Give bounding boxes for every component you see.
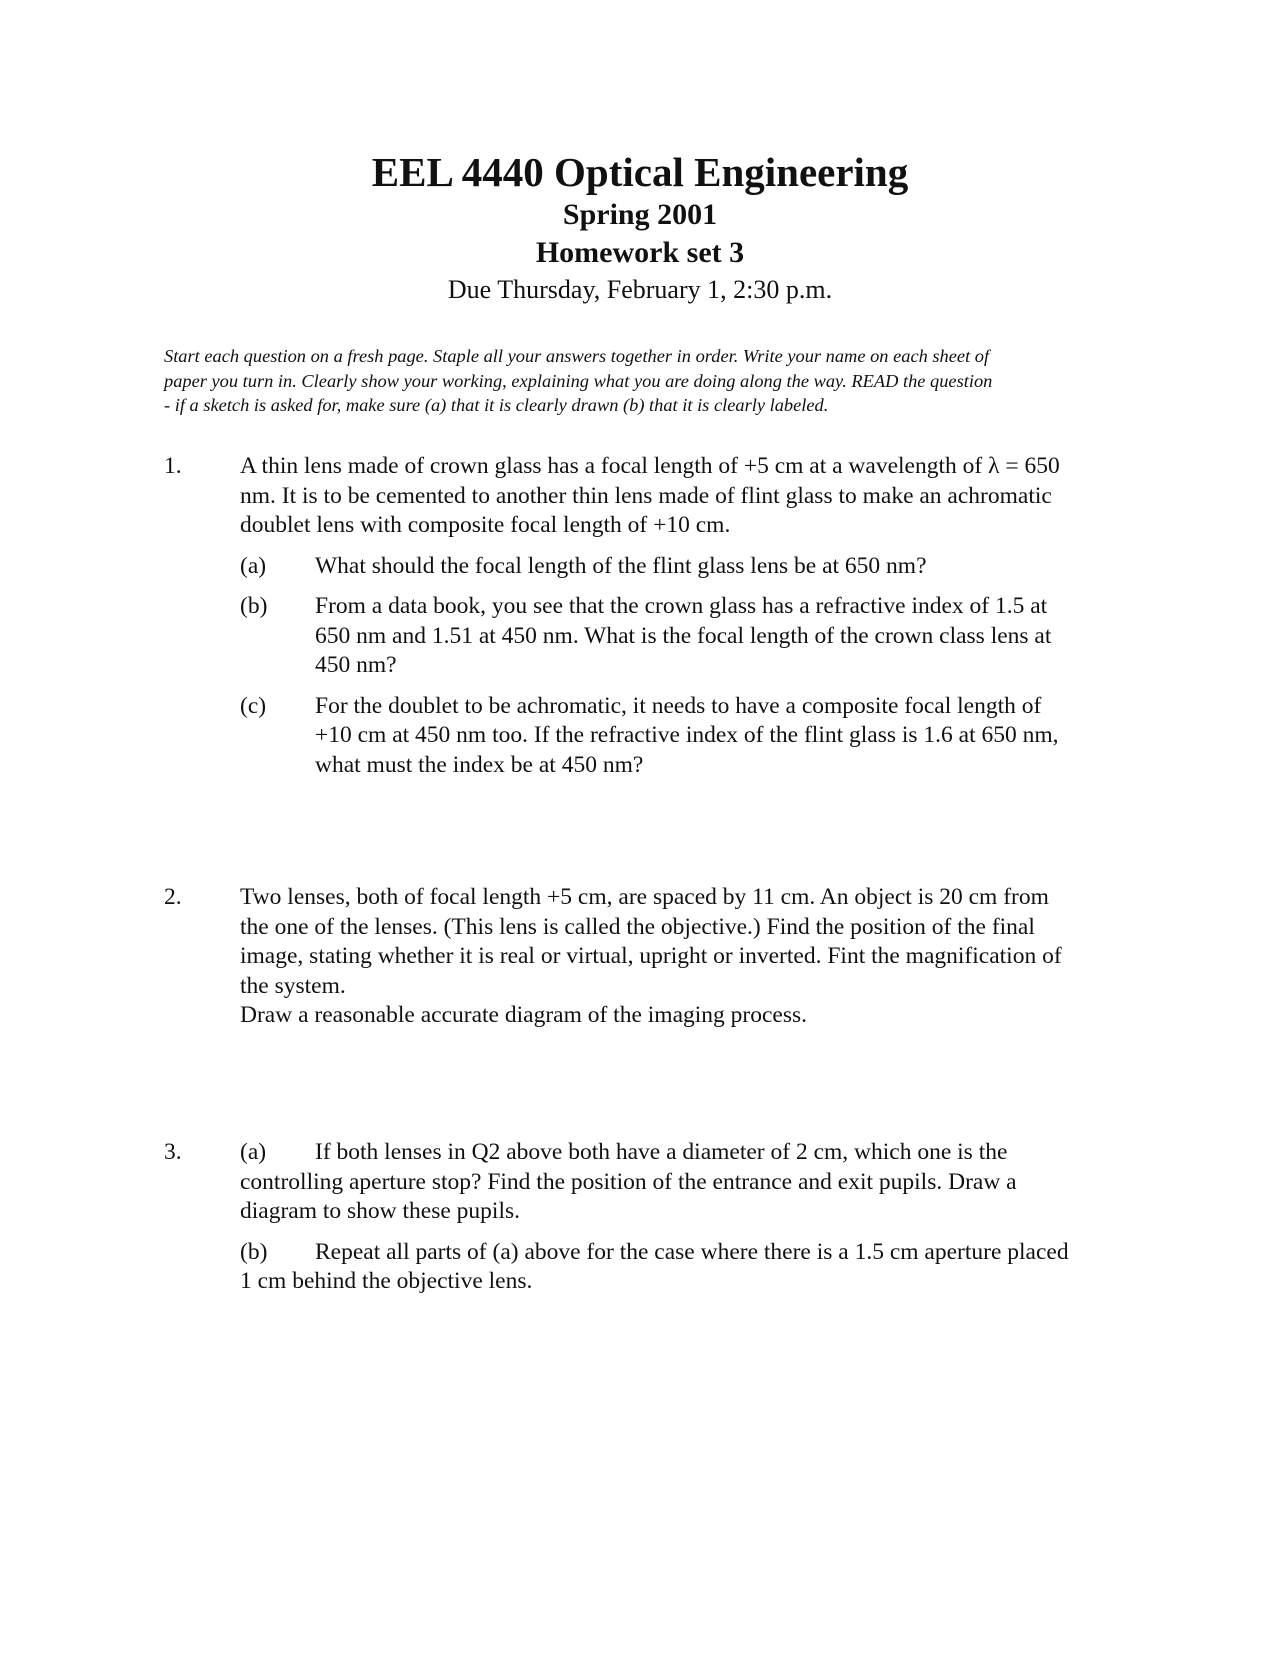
question-number: 2.	[164, 884, 182, 910]
part-first-line	[240, 1238, 1124, 1268]
question-part-b	[240, 1238, 1124, 1297]
part-line: diagram to show these pupils.	[240, 1198, 521, 1224]
part-text	[315, 552, 1124, 582]
instructions-line: Start each question on a fresh page. Staple all your answers together in order. Write your name on each sheet of	[164, 346, 990, 366]
part-line: what must the index be at 450 nm?	[315, 751, 644, 778]
part-label: (a)	[240, 1139, 267, 1165]
term: Spring 2001	[562, 198, 718, 231]
question-part-b	[240, 592, 1124, 681]
question-line: the system.	[240, 972, 346, 999]
instructions	[164, 344, 1124, 418]
question-1	[164, 452, 1124, 780]
document-header	[0, 148, 1280, 308]
question-line: A thin lens made of crown glass has a focal length of +5 cm at a wavelength of λ = 650	[240, 453, 1060, 479]
part-line: +10 cm at 450 nm too. If the refractive index of the flint glass is 1.6 at 650 nm,	[315, 722, 1059, 748]
part-label: (a)	[240, 552, 267, 579]
question-line: nm. It is to be cemented to another thin lens made of flint glass to make an achromatic	[240, 482, 1052, 509]
course-title: EEL 4440 Optical Engineering	[371, 149, 909, 195]
part-line: Repeat all parts of (a) above for the case where there is a 1.5 cm aperture placed	[315, 1238, 1069, 1265]
part-label: (c)	[240, 692, 267, 719]
question-part-a	[240, 1138, 1124, 1227]
question-text	[240, 452, 1124, 541]
part-line: For the doublet to be achromatic, it needs to have a composite focal length of	[315, 692, 1042, 719]
part-line: What should the focal length of the flint glass lens be at 650 nm?	[315, 552, 927, 579]
instructions-line: paper you turn in. Clearly show your working, explaining what you are doing along the way. READ the question	[164, 370, 993, 391]
question-line: image, stating whether it is real or virtual, upright or inverted. Fint the magnification of	[240, 943, 1062, 969]
question-part-c	[240, 692, 1124, 781]
question-line: Draw a reasonable accurate diagram of the imaging process.	[240, 1002, 808, 1028]
part-text	[315, 692, 1124, 781]
question-3	[164, 1138, 1124, 1297]
question-line: the one of the lenses. (This lens is called the objective.) Find the position of the final	[240, 913, 1035, 940]
part-line: controlling aperture stop? Find the position of the entrance and exit pupils. Draw a	[240, 1168, 1017, 1195]
assignment-title: Homework set 3	[535, 236, 745, 269]
question-part-a	[240, 552, 1124, 582]
question-number: 1.	[164, 453, 182, 479]
question-2	[164, 883, 1124, 1031]
question-number: 3.	[164, 1139, 182, 1165]
instructions-line: - if a sketch is asked for, make sure (a) that it is clearly drawn (b) that it is clearly labeled.	[164, 395, 829, 415]
part-line: If both lenses in Q2 above both have a diameter of 2 cm, which one is the	[315, 1139, 1008, 1165]
part-line: 1 cm behind the objective lens.	[240, 1268, 533, 1294]
due-date: Due Thursday, February 1, 2:30 p.m.	[447, 275, 833, 304]
part-line: 450 nm?	[315, 652, 397, 678]
part-line: 650 nm and 1.51 at 450 nm. What is the focal length of the crown class lens at	[315, 622, 1052, 649]
part-first-line	[240, 1138, 1124, 1168]
part-label: (b)	[240, 593, 268, 619]
question-line: Two lenses, both of focal length +5 cm, are spaced by 11 cm. An object is 20 cm from	[240, 884, 1049, 910]
part-label: (b)	[240, 1238, 268, 1265]
question-text	[240, 883, 1124, 1031]
question-line: doublet lens with composite focal length of +10 cm.	[240, 512, 731, 538]
part-text	[315, 592, 1124, 681]
part-line: From a data book, you see that the crown glass has a refractive index of 1.5 at	[315, 593, 1048, 619]
